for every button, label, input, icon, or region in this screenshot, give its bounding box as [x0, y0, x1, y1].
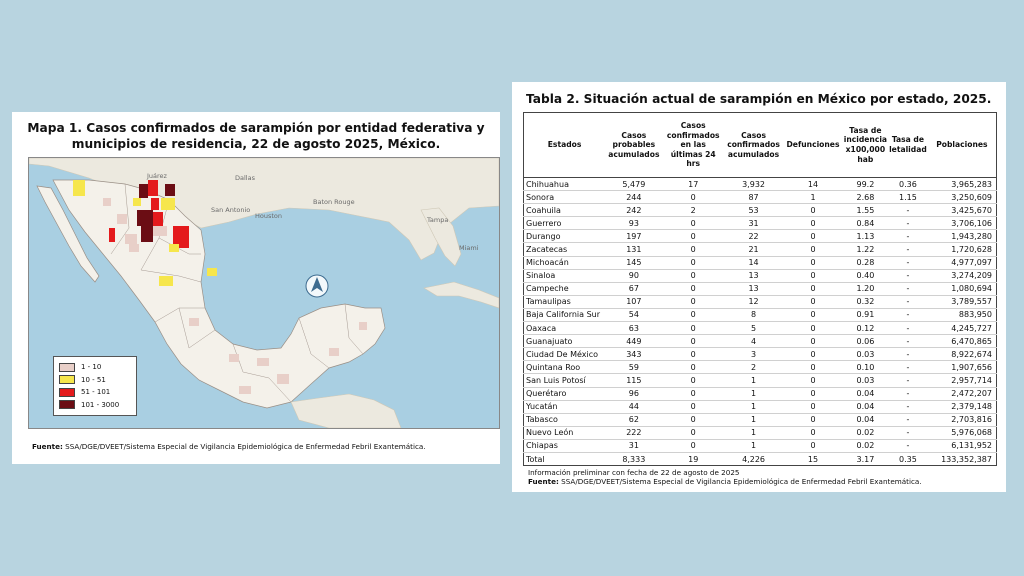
table-cell: 8,333: [605, 452, 662, 465]
map-title-line-1: Mapa 1. Casos confirmados de sarampión por entidad federativa y: [27, 121, 485, 135]
case-area: [229, 354, 239, 362]
table-cell: -: [888, 413, 928, 426]
table-cell: 0: [663, 230, 724, 243]
table-cell: 1,080,694: [928, 282, 997, 295]
table-cell: -: [888, 243, 928, 256]
case-area: [161, 198, 175, 210]
table-row: [524, 400, 997, 413]
table-cell: 2,472,207: [928, 387, 997, 400]
table-cell: 0: [783, 400, 842, 413]
table-cell: 13: [724, 269, 783, 282]
table-cell: 1: [724, 439, 783, 452]
table-cell: 31: [724, 217, 783, 230]
place-label: Juárez: [147, 172, 167, 180]
table-cell: 4: [724, 335, 783, 348]
table-cell: 19: [663, 452, 724, 465]
table-cell: 0: [663, 243, 724, 256]
table-cell: 2,957,714: [928, 374, 997, 387]
table-cell: -: [888, 308, 928, 321]
table-cell: 0: [663, 282, 724, 295]
state-name-cell: Michoacán: [524, 256, 606, 269]
state-name-cell: Durango: [524, 230, 606, 243]
table-row: [524, 322, 997, 335]
table-title: Tabla 2. Situación actual de sarampión en México por estado, 2025.: [526, 92, 992, 106]
column-header: Tasa de letalidad: [888, 113, 928, 178]
table-cell: 0.91: [843, 308, 888, 321]
table-cell: 8: [724, 308, 783, 321]
table-cell: 0: [663, 191, 724, 204]
table-cell: -: [888, 374, 928, 387]
state-name-cell: Sinaloa: [524, 269, 606, 282]
table-cell: 63: [605, 322, 662, 335]
case-area: [137, 210, 153, 226]
case-area: [207, 268, 217, 276]
table-cell: 5,479: [605, 178, 662, 191]
table-cell: 449: [605, 335, 662, 348]
source-label: Fuente:: [32, 442, 63, 451]
table-cell: 131: [605, 243, 662, 256]
state-name-cell: Guerrero: [524, 217, 606, 230]
legend-label: 101 - 3000: [81, 400, 120, 409]
table-cell: -: [888, 230, 928, 243]
case-area: [359, 322, 367, 330]
table-body: [524, 178, 997, 466]
table-cell: -: [888, 204, 928, 217]
table-cell: 1.22: [843, 243, 888, 256]
table-cell: 87: [724, 191, 783, 204]
table-cell: -: [888, 217, 928, 230]
legend-item: [59, 361, 131, 374]
table-cell: 0: [783, 361, 842, 374]
table-cell: 0: [663, 361, 724, 374]
state-name-cell: Oaxaca: [524, 322, 606, 335]
table-cell: 96: [605, 387, 662, 400]
table-cell: 2,379,148: [928, 400, 997, 413]
case-area: [109, 228, 115, 242]
table-cell: 133,352,387: [928, 452, 997, 465]
column-header: Poblaciones: [928, 113, 997, 178]
table-cell: 0: [783, 308, 842, 321]
table-cell: 17: [663, 178, 724, 191]
table-cell: 0: [663, 413, 724, 426]
case-area: [103, 198, 111, 206]
table-cell: 1.55: [843, 204, 888, 217]
state-name-cell: Baja California Sur: [524, 308, 606, 321]
table-row: [524, 243, 997, 256]
table-cell: 0: [783, 348, 842, 361]
table-source-note: [528, 477, 922, 486]
case-area: [239, 386, 251, 394]
table-cell: 1: [724, 426, 783, 439]
table-cell: 0: [783, 413, 842, 426]
mexico-measles-map: [28, 157, 500, 429]
table-cell: 44: [605, 400, 662, 413]
column-header: Casos confirmados acumulados: [724, 113, 783, 178]
table-cell: 90: [605, 269, 662, 282]
table-cell: 13: [724, 282, 783, 295]
map-panel: [12, 112, 500, 464]
case-area: [277, 374, 289, 384]
case-area: [165, 184, 175, 196]
table-cell: 115: [605, 374, 662, 387]
table-cell: 54: [605, 308, 662, 321]
case-area: [73, 180, 85, 196]
table-cell: 93: [605, 217, 662, 230]
table-cell: -: [888, 361, 928, 374]
table-cell: -: [888, 256, 928, 269]
table-cell: 2,703,816: [928, 413, 997, 426]
table-cell: 0: [783, 439, 842, 452]
table-cell: 242: [605, 204, 662, 217]
table-total-row: [524, 452, 997, 465]
table-cell: 0: [663, 295, 724, 308]
case-area: [257, 358, 269, 366]
table-cell: 0: [783, 426, 842, 439]
table-cell: 244: [605, 191, 662, 204]
table-cell: 2: [663, 204, 724, 217]
table-cell: 0.04: [843, 413, 888, 426]
table-cell: -: [888, 387, 928, 400]
table-cell: 6,470,865: [928, 335, 997, 348]
table-cell: 1: [783, 191, 842, 204]
table-cell: -: [888, 348, 928, 361]
table-cell: 1: [724, 413, 783, 426]
table-cell: 0: [663, 439, 724, 452]
map-title: [22, 120, 490, 152]
map-legend: [53, 356, 137, 416]
table-cell: 0.84: [843, 217, 888, 230]
table-cell: 3.17: [843, 452, 888, 465]
table-cell: 0: [663, 374, 724, 387]
source-label: Fuente:: [528, 477, 559, 486]
table-cell: 222: [605, 426, 662, 439]
table-cell: 14: [724, 256, 783, 269]
table-cell: -: [888, 426, 928, 439]
table-cell: 0: [663, 256, 724, 269]
column-header: Tasa de incidencia x100,000 hab: [843, 113, 888, 178]
table-cell: 3,274,209: [928, 269, 997, 282]
table-row: [524, 387, 997, 400]
table-cell: 0: [663, 387, 724, 400]
table-cell: 5,976,068: [928, 426, 997, 439]
table-row: [524, 413, 997, 426]
table-cell: 22: [724, 230, 783, 243]
legend-label: 1 - 10: [81, 363, 102, 372]
table-row: [524, 178, 997, 191]
table-cell: 3,932: [724, 178, 783, 191]
table-cell: 0.02: [843, 426, 888, 439]
case-area: [139, 184, 148, 198]
table-cell: 5: [724, 322, 783, 335]
table-cell: 0.06: [843, 335, 888, 348]
legend-item: [59, 374, 131, 387]
measles-by-state-table: [523, 112, 997, 466]
north-arrow-icon: [306, 275, 328, 297]
table-row: [524, 256, 997, 269]
table-cell: 0.04: [843, 387, 888, 400]
preliminary-note: Información preliminar con fecha de 22 de agosto de 2025: [528, 468, 740, 477]
table-row: [524, 191, 997, 204]
table-cell: 8,922,674: [928, 348, 997, 361]
table-cell: 0: [783, 335, 842, 348]
table-row: [524, 295, 997, 308]
table-cell: 53: [724, 204, 783, 217]
table-row: [524, 361, 997, 374]
state-name-cell: San Luis Potosí: [524, 374, 606, 387]
table-cell: 1: [724, 387, 783, 400]
table-cell: 0.35: [888, 452, 928, 465]
table-cell: 0: [663, 308, 724, 321]
state-name-cell: Sonora: [524, 191, 606, 204]
column-header: Casos confirmados en las últimas 24 hrs: [663, 113, 724, 178]
table-cell: 0: [783, 322, 842, 335]
state-name-cell: Total: [524, 452, 606, 465]
column-header: Estados: [524, 113, 606, 178]
state-name-cell: Campeche: [524, 282, 606, 295]
table-cell: 21: [724, 243, 783, 256]
table-row: [524, 217, 997, 230]
table-cell: 3,789,557: [928, 295, 997, 308]
case-area: [148, 180, 158, 196]
state-name-cell: Querétaro: [524, 387, 606, 400]
legend-item: [59, 399, 131, 412]
table-cell: 1,943,280: [928, 230, 997, 243]
table-cell: 1: [724, 374, 783, 387]
table-cell: 62: [605, 413, 662, 426]
state-name-cell: Nuevo León: [524, 426, 606, 439]
table-cell: 0.03: [843, 348, 888, 361]
state-name-cell: Ciudad De México: [524, 348, 606, 361]
place-label: Miami: [459, 244, 479, 252]
table-cell: 1.15: [888, 191, 928, 204]
table-cell: 0.28: [843, 256, 888, 269]
state-name-cell: Guanajuato: [524, 335, 606, 348]
place-label: Tampa: [427, 216, 449, 224]
table-cell: 0: [783, 204, 842, 217]
table-cell: 0: [783, 387, 842, 400]
table-cell: 145: [605, 256, 662, 269]
table-cell: 3,250,609: [928, 191, 997, 204]
place-label: Baton Rouge: [313, 198, 355, 206]
legend-swatch: [59, 388, 75, 397]
state-name-cell: Zacatecas: [524, 243, 606, 256]
legend-swatch: [59, 375, 75, 384]
legend-swatch: [59, 400, 75, 409]
source-text: SSA/DGE/DVEET/Sistema Especial de Vigilancia Epidemiológica de Enfermedad Febril Exantemática.: [62, 442, 426, 451]
table-cell: 0: [663, 348, 724, 361]
table-row: [524, 308, 997, 321]
table-cell: 343: [605, 348, 662, 361]
table-cell: 0: [783, 269, 842, 282]
table-row: [524, 348, 997, 361]
place-label: Dallas: [235, 174, 255, 182]
place-label: Houston: [255, 212, 283, 220]
table-cell: 0.12: [843, 322, 888, 335]
table-cell: 0: [783, 374, 842, 387]
table-row: [524, 335, 997, 348]
state-name-cell: Yucatán: [524, 400, 606, 413]
table-cell: 107: [605, 295, 662, 308]
state-name-cell: Tabasco: [524, 413, 606, 426]
case-area: [151, 198, 159, 210]
case-area: [129, 244, 139, 252]
table-row: [524, 439, 997, 452]
table-cell: 0: [663, 269, 724, 282]
table-header-row: [524, 113, 997, 178]
table-cell: 197: [605, 230, 662, 243]
case-area: [141, 226, 153, 242]
table-cell: 1.20: [843, 282, 888, 295]
table-cell: 3,706,106: [928, 217, 997, 230]
table-cell: -: [888, 322, 928, 335]
table-cell: 0: [783, 243, 842, 256]
table-cell: 0.32: [843, 295, 888, 308]
table-cell: -: [888, 295, 928, 308]
table-cell: 3: [724, 348, 783, 361]
table-row: [524, 204, 997, 217]
state-name-cell: Tamaulipas: [524, 295, 606, 308]
case-area: [189, 318, 199, 326]
legend-swatch: [59, 363, 75, 372]
table-panel: [512, 82, 1006, 492]
legend-label: 10 - 51: [81, 375, 106, 384]
place-label: San Antonio: [211, 206, 251, 214]
case-area: [159, 276, 173, 286]
table-cell: -: [888, 269, 928, 282]
case-area: [125, 234, 137, 244]
table-cell: 0.40: [843, 269, 888, 282]
map-title-line-2: municipios de residencia, 22 de agosto 2025, México.: [71, 137, 441, 151]
table-cell: 2: [724, 361, 783, 374]
table-cell: 0: [783, 256, 842, 269]
table-cell: 2.68: [843, 191, 888, 204]
state-name-cell: Chihuahua: [524, 178, 606, 191]
table-cell: -: [888, 439, 928, 452]
legend-label: 51 - 101: [81, 388, 111, 397]
table-cell: -: [888, 335, 928, 348]
table-cell: 0: [663, 217, 724, 230]
table-cell: 0.03: [843, 374, 888, 387]
table-cell: 67: [605, 282, 662, 295]
table-cell: 15: [783, 452, 842, 465]
map-source-note: [32, 442, 426, 451]
case-area: [169, 244, 179, 252]
table-cell: 0.02: [843, 439, 888, 452]
case-area: [329, 348, 339, 356]
table-cell: -: [888, 282, 928, 295]
legend-item: [59, 386, 131, 399]
table-cell: 0.36: [888, 178, 928, 191]
table-cell: 1: [724, 400, 783, 413]
table-cell: 0.10: [843, 361, 888, 374]
case-area: [153, 212, 163, 226]
table-cell: 12: [724, 295, 783, 308]
column-header: Casos probables acumulados: [605, 113, 662, 178]
table-cell: 0: [663, 322, 724, 335]
case-area: [133, 198, 141, 206]
table-cell: 3,965,283: [928, 178, 997, 191]
table-cell: 99.2: [843, 178, 888, 191]
table-cell: 1.13: [843, 230, 888, 243]
table-row: [524, 230, 997, 243]
table-cell: 0: [663, 335, 724, 348]
table-cell: 0: [783, 295, 842, 308]
table-row: [524, 269, 997, 282]
table-cell: 0: [663, 400, 724, 413]
table-cell: 883,950: [928, 308, 997, 321]
state-name-cell: Coahuila: [524, 204, 606, 217]
source-text: SSA/DGE/DVEET/Sistema Especial de Vigilancia Epidemiológica de Enfermedad Febril Exantemática.: [558, 477, 922, 486]
column-header: Defunciones: [783, 113, 842, 178]
case-area: [153, 226, 167, 236]
table-row: [524, 426, 997, 439]
table-cell: 31: [605, 439, 662, 452]
table-cell: 3,425,670: [928, 204, 997, 217]
table-cell: 4,977,097: [928, 256, 997, 269]
table-cell: 0: [783, 230, 842, 243]
table-row: [524, 374, 997, 387]
table-cell: 6,131,952: [928, 439, 997, 452]
table-note: [528, 468, 922, 486]
table-cell: 59: [605, 361, 662, 374]
table-cell: 0.04: [843, 400, 888, 413]
table-row: [524, 282, 997, 295]
case-area: [117, 214, 127, 224]
table-cell: 4,226: [724, 452, 783, 465]
table-cell: 1,720,628: [928, 243, 997, 256]
table-cell: 14: [783, 178, 842, 191]
state-name-cell: Quintana Roo: [524, 361, 606, 374]
table-cell: 0: [663, 426, 724, 439]
table-cell: 0: [783, 282, 842, 295]
table-cell: -: [888, 400, 928, 413]
table-cell: 1,907,656: [928, 361, 997, 374]
table-cell: 4,245,727: [928, 322, 997, 335]
state-name-cell: Chiapas: [524, 439, 606, 452]
table-cell: 0: [783, 217, 842, 230]
